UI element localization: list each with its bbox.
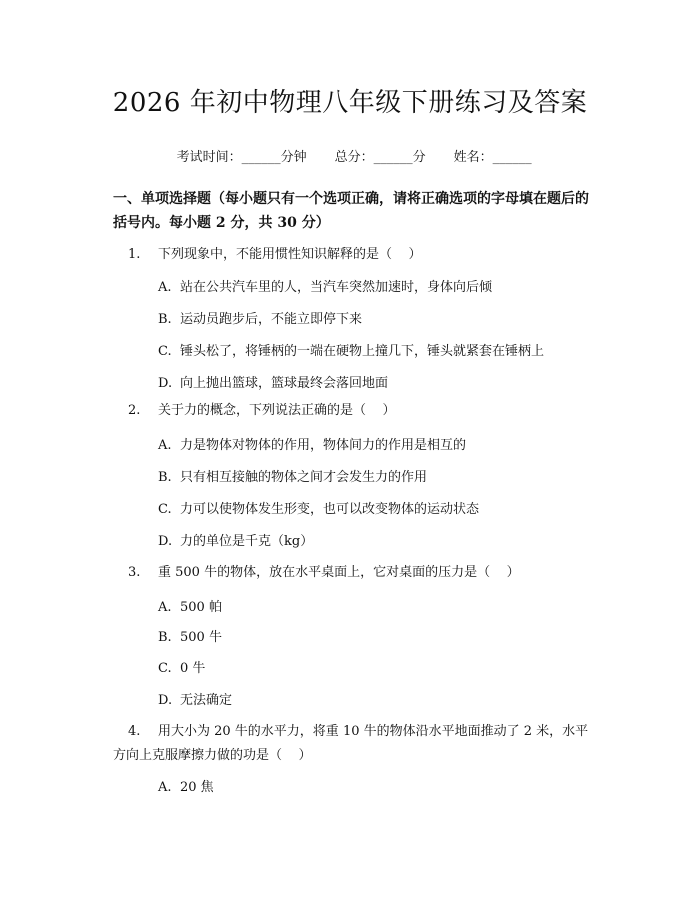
question-2-option-b: [158, 466, 427, 485]
option-text: 站在公共汽车里的人，当汽车突然加速时，身体向后倾: [180, 280, 493, 295]
option-text: 向上抛出篮球，篮球最终会落回地面: [180, 376, 389, 391]
option-letter: B.: [158, 470, 172, 485]
question-4-option-a: [158, 776, 214, 795]
question-1-option-b: [158, 308, 362, 327]
section-heading-single-choice: 一、单项选择题（每小题只有一个选项正确，请将正确选项的字母填在题后的括号内。每小题 2 分，共 30 分）: [113, 191, 589, 231]
question-2-option-d: [158, 530, 313, 549]
option-text: 500 帕: [180, 600, 222, 615]
document-title: 2026 年初中物理八年级下册练习及答案: [112, 88, 588, 118]
question-3-stem: [128, 558, 520, 587]
exam-info-line: [0, 131, 700, 165]
question-3-option-c: [158, 657, 205, 676]
option-text: 力可以使物体发生形变，也可以改变物体的运动状态: [180, 502, 480, 517]
question-number: 1.: [128, 247, 141, 262]
student-name-field: 姓名：______: [453, 150, 532, 165]
option-letter: A.: [158, 600, 172, 615]
option-text: 无法确定: [180, 693, 233, 708]
option-letter: A.: [158, 780, 172, 795]
question-text: 关于力的概念，下列说法正确的是（ ）: [158, 403, 396, 418]
option-letter: A.: [158, 438, 172, 453]
question-1-option-c: [158, 340, 544, 359]
option-text: 运动员跑步后，不能立即停下来: [180, 312, 363, 327]
question-1-option-d: [158, 372, 388, 391]
question-text: 下列现象中，不能用惯性知识解释的是（ ）: [158, 247, 422, 262]
option-letter: A.: [158, 280, 172, 295]
exam-time-field: 考试时间：______分钟: [176, 150, 307, 165]
option-text: 0 牛: [180, 661, 206, 676]
question-2-stem: [128, 396, 396, 425]
option-letter: C.: [158, 661, 172, 676]
option-text: 力是物体对物体的作用，物体间力的作用是相互的: [180, 438, 467, 453]
option-text: 锤头松了，将锤柄的一端在硬物上撞几下，锤头就紧套在锤柄上: [180, 344, 545, 359]
question-number: 2.: [128, 403, 141, 418]
option-letter: D.: [158, 376, 173, 391]
question-2-option-c: [158, 498, 479, 517]
question-3-option-b: [158, 626, 222, 645]
question-text: 用大小为 20 牛的水平力，将重 10 牛的物体沿水平地面推动了 2 米，水平: [158, 724, 589, 739]
question-3-option-d: [158, 689, 232, 708]
option-text: 20 焦: [180, 780, 214, 795]
question-1-option-a: [158, 276, 492, 295]
option-letter: D.: [158, 534, 173, 549]
option-letter: D.: [158, 693, 173, 708]
question-number: 4.: [128, 724, 141, 739]
question-text: 重 500 牛的物体，放在水平桌面上，它对桌面的压力是（ ）: [158, 565, 520, 580]
question-text: 方向上克服摩擦力做的功是（ ）: [113, 748, 312, 763]
question-3-option-a: [158, 596, 222, 615]
option-letter: C.: [158, 344, 172, 359]
option-letter: C.: [158, 502, 172, 517]
option-letter: B.: [158, 312, 172, 327]
option-text: 力的单位是千克（kg）: [180, 534, 314, 549]
option-text: 500 牛: [180, 630, 222, 645]
option-text: 只有相互接触的物体之间才会发生力的作用: [180, 470, 428, 485]
question-number: 3.: [128, 565, 141, 580]
question-1-stem: [128, 240, 422, 269]
question-2-option-a: [158, 434, 466, 453]
option-letter: B.: [158, 630, 172, 645]
question-4-stem-line2: [113, 741, 312, 770]
total-score-field: 总分：______分: [334, 150, 426, 165]
